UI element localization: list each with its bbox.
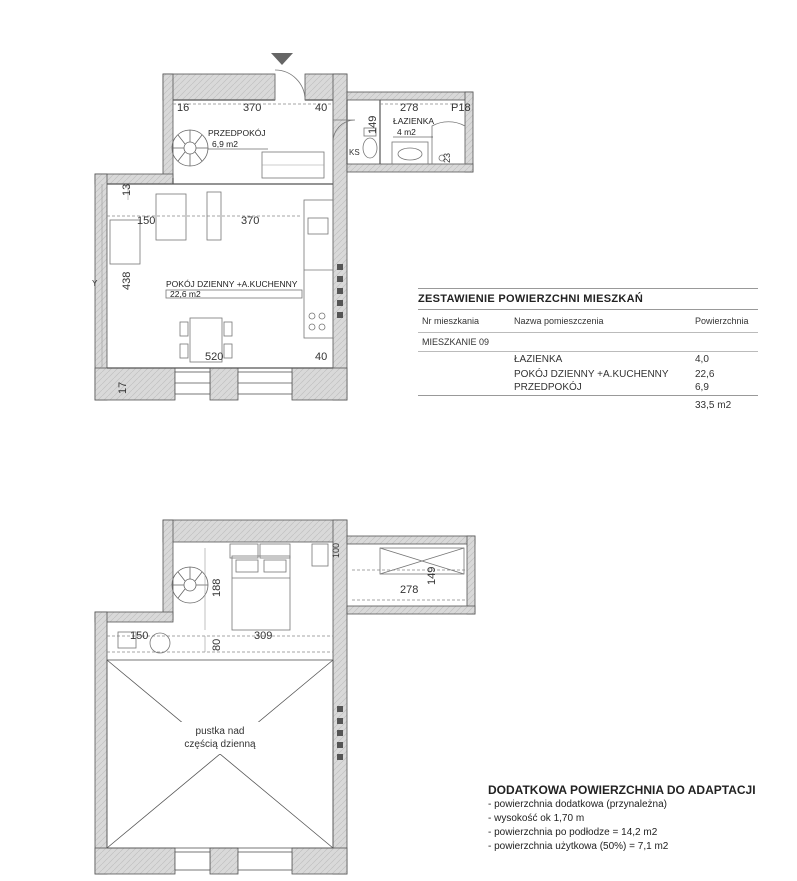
svg-text:370: 370 (241, 215, 260, 227)
summary-row: POKÓJ DZIENNY +A.KUCHENNY 22,6 (514, 369, 715, 380)
svg-text:188: 188 (211, 578, 223, 597)
svg-text:17: 17 (117, 381, 129, 394)
svg-text:80: 80 (211, 638, 223, 651)
void-label-line1: pustka nad (195, 726, 245, 737)
mezzanine-plan (95, 520, 475, 874)
svg-text:149: 149 (367, 115, 379, 134)
col-number: Nr mieszkania (422, 316, 480, 326)
svg-text:P18: P18 (451, 102, 471, 114)
svg-text:149: 149 (426, 566, 438, 585)
void-label-line2: częścią dzienną (184, 739, 256, 750)
room-area-przedpokoj: 6,9 m2 (212, 139, 238, 149)
svg-text:13: 13 (121, 183, 133, 196)
ground-floor-plan (92, 53, 473, 400)
spiral-stair (172, 130, 208, 166)
additional-title: DODATKOWA POWIERZCHNIA DO ADAPTACJI (488, 783, 756, 797)
apartment-row (418, 333, 758, 352)
svg-text:150: 150 (130, 630, 149, 642)
svg-text:40: 40 (315, 102, 328, 114)
room-name-pokoj: POKÓJ DZIENNY +A.KUCHENNY (166, 279, 298, 289)
svg-text:370: 370 (243, 102, 262, 114)
bed (230, 544, 328, 630)
col-room: Nazwa pomieszczenia (514, 316, 604, 326)
additional-line: - powierzchnia po podłodze = 14,2 m2 (488, 827, 658, 838)
summary-header (418, 309, 758, 333)
col-area: Powierzchnia (695, 316, 749, 326)
svg-text:23: 23 (442, 152, 452, 163)
room-name-lazienka: ŁAZIENKA (393, 116, 435, 126)
additional-line: - powierzchnia dodatkowa (przynależna) (488, 799, 667, 810)
summary-total-row (418, 396, 758, 412)
svg-text:438: 438 (121, 271, 133, 290)
spiral-stair-upper (172, 567, 208, 603)
room-area-pokoj: 22,6 m2 (170, 289, 201, 299)
dimension-labels (92, 102, 471, 394)
svg-text:309: 309 (254, 630, 273, 642)
room-labels (166, 116, 434, 299)
summary-row: PRZEDPOKÓJ 6,9 (418, 382, 758, 396)
svg-text:520: 520 (205, 351, 224, 363)
entrance-door (275, 70, 305, 100)
svg-text:KS: KS (349, 148, 360, 157)
additional-area-notes (488, 783, 788, 855)
svg-text:40: 40 (315, 351, 328, 363)
svg-text:Y: Y (92, 279, 98, 288)
additional-line: - wysokość ok 1,70 m (488, 813, 585, 824)
area-summary-table (418, 288, 758, 412)
summary-title: ZESTAWIENIE POWIERZCHNI MIESZKAŃ (418, 288, 758, 309)
summary-row: ŁAZIENKA 4,0 (514, 354, 709, 365)
additional-line: - powierzchnia użytkowa (50%) = 7,1 m2 (488, 841, 669, 852)
svg-text:278: 278 (400, 584, 419, 596)
apartment-number: MIESZKANIE 09 (422, 337, 490, 347)
summary-total: 33,5 m2 (695, 400, 732, 411)
room-name-przedpokoj: PRZEDPOKÓJ (208, 128, 266, 138)
svg-text:278: 278 (400, 102, 419, 114)
kitchen-counter (304, 200, 333, 338)
room-area-lazienka: 4 m2 (397, 127, 416, 137)
svg-text:100: 100 (331, 542, 341, 558)
svg-text:16: 16 (177, 102, 190, 114)
entrance-arrow-icon (271, 53, 293, 65)
svg-text:150: 150 (137, 215, 156, 227)
